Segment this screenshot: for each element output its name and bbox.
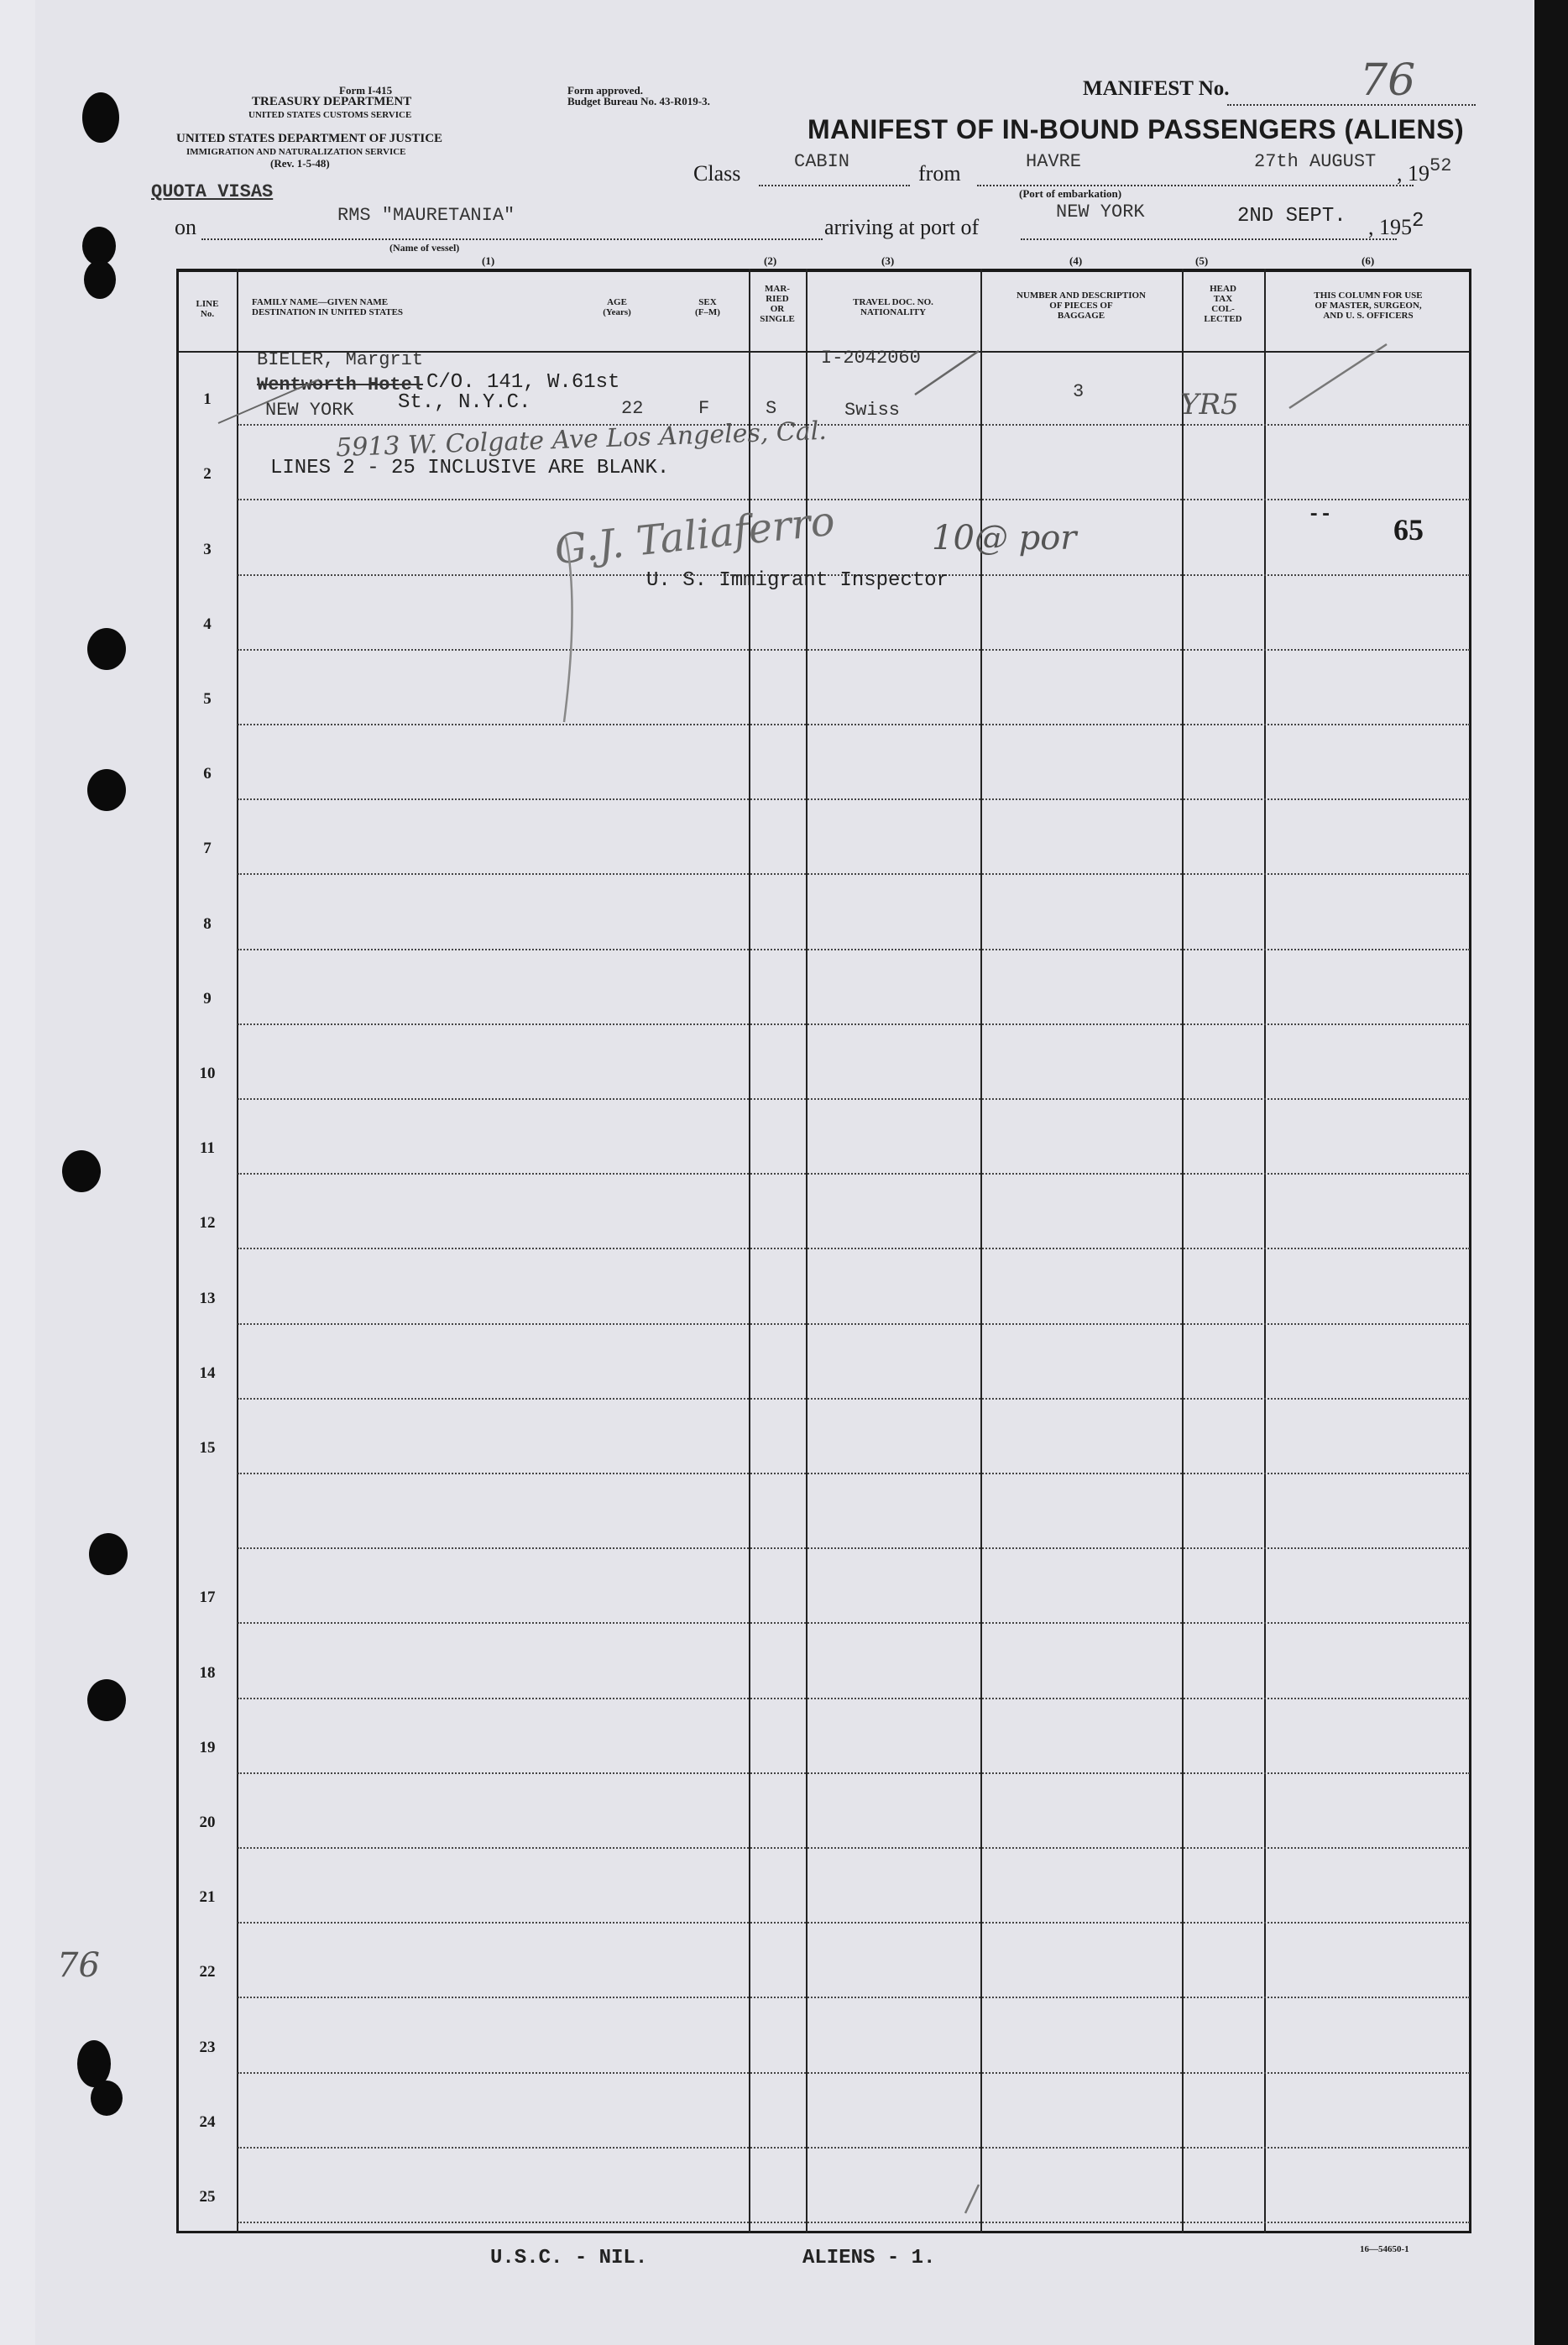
passenger-age: 22 <box>621 398 644 419</box>
line-number: 19 <box>199 1738 216 1756</box>
marital-status: S <box>766 398 777 419</box>
col-num-4: (4) <box>1069 254 1083 267</box>
line-number: 10 <box>199 1065 216 1082</box>
line-number: 25 <box>199 2188 216 2206</box>
line-number: 8 <box>203 914 212 933</box>
line-number: 1 <box>203 390 212 409</box>
officer-count: 65 <box>1393 513 1424 547</box>
vessel-caption: (Name of vessel) <box>389 242 460 254</box>
line-number: 18 <box>199 1663 216 1682</box>
arrival-date: 2ND SEPT. <box>1237 205 1346 228</box>
col-head-tax: HEAD TAX COL- LECTED <box>1204 284 1242 324</box>
manifest-number: 76 <box>1360 55 1416 106</box>
line-number: 7 <box>203 840 212 858</box>
line-number: 14 <box>199 1364 216 1382</box>
line-number: 13 <box>199 1289 216 1307</box>
depart-year-prefix: , 19 <box>1397 161 1429 186</box>
col-travel-doc: TRAVEL DOC. NO. NATIONALITY <box>853 297 933 317</box>
vessel-name: RMS "MAURETANIA" <box>337 205 515 226</box>
travel-doc-no: I-2042060 <box>821 348 921 369</box>
blank-lines-note: LINES 2 - 25 INCLUSIVE ARE BLANK. <box>270 457 670 479</box>
line-number: 3 <box>203 540 212 558</box>
depart-year: 52 <box>1429 155 1452 176</box>
officer-dash: -- <box>1308 504 1332 526</box>
form-title: MANIFEST OF IN-BOUND PASSENGERS (ALIENS) <box>808 114 1465 144</box>
baggage-count: 3 <box>1073 381 1085 402</box>
destination-city: NEW YORK <box>265 400 354 421</box>
arrival-port: NEW YORK <box>1056 202 1145 222</box>
col-sex: SEX (F–M) <box>695 297 720 317</box>
col-num-3: (3) <box>881 254 895 267</box>
inspector-title: U. S. Immigrant Inspector <box>646 569 949 592</box>
address-line-2: St., N.Y.C. <box>398 391 531 414</box>
handwritten-note: 10@ por <box>932 519 1077 557</box>
class-label: Class <box>693 161 741 186</box>
footer-aliens: ALIENS - 1. <box>802 2247 936 2269</box>
line-number: 12 <box>199 1214 216 1233</box>
line-number: 9 <box>203 989 212 1008</box>
col-name: FAMILY NAME—GIVEN NAME DESTINATION IN UNITED STATES <box>252 297 404 317</box>
class-value: CABIN <box>794 151 850 172</box>
line-number: 17 <box>199 1589 216 1607</box>
nationality: Swiss <box>844 400 901 421</box>
arrival-year: 2 <box>1412 210 1424 233</box>
col-line-no: LINE No. <box>196 299 219 319</box>
col-num-6: (6) <box>1362 254 1375 267</box>
line-number: 23 <box>199 2038 216 2056</box>
treasury-dept: TREASURY DEPARTMENT <box>252 95 412 108</box>
manifest-no-label: MANIFEST No. <box>1083 77 1230 100</box>
passenger-name: BIELER, Margrit <box>257 349 424 370</box>
handwritten-address: 5913 W. Colgate Ave Los Angeles, Cal. <box>335 416 828 463</box>
line-number: 4 <box>203 615 212 633</box>
footer-usc: U.S.C. - NIL. <box>490 2247 648 2269</box>
col-married: MAR- RIED OR SINGLE <box>760 284 795 324</box>
passenger-sex: F <box>698 398 710 419</box>
address-line-1: C/O. 141, W.61st <box>426 371 620 394</box>
line-number: 21 <box>199 1888 216 1907</box>
footer-code: 16—54650-1 <box>1360 2244 1409 2254</box>
head-tax-mark: YR5 <box>1180 388 1239 421</box>
col-num-1: (1) <box>482 254 495 267</box>
col-age: AGE (Years) <box>603 297 631 317</box>
form-number: Form I-415 <box>339 84 393 97</box>
line-number: 15 <box>199 1439 216 1457</box>
depart-date: 27th AUGUST <box>1254 151 1377 172</box>
line-number: 22 <box>199 1963 216 1981</box>
inspector-signature: G.J. Taliaferro <box>551 497 838 574</box>
from-label: from <box>918 161 961 186</box>
from-port: HAVRE <box>1026 151 1082 172</box>
line-number: 2 <box>203 465 212 484</box>
col-baggage: NUMBER AND DESCRIPTION OF PIECES OF BAGGAGE <box>1016 291 1147 321</box>
arrival-year-prefix: , 195 <box>1368 215 1412 239</box>
justice-dept: UNITED STATES DEPARTMENT OF JUSTICE <box>176 132 443 145</box>
margin-number: 76 <box>57 1946 100 1985</box>
revision-date: (Rev. 1-5-48) <box>270 157 330 170</box>
form-approved: Form approved. <box>567 84 644 97</box>
struck-hotel: Wentworth Hotel <box>257 374 424 395</box>
col-num-2: (2) <box>764 254 777 267</box>
line-number: 20 <box>199 1814 216 1831</box>
budget-bureau: Budget Bureau No. 43-R019-3. <box>567 95 710 107</box>
on-label: on <box>175 215 196 239</box>
ins-service: IMMIGRATION AND NATURALIZATION SERVICE <box>186 147 406 157</box>
port-embark-caption: (Port of embarkation) <box>1019 187 1122 200</box>
line-number: 11 <box>200 1139 215 1158</box>
col-officers: THIS COLUMN FOR USE OF MASTER, SURGEON, AND U. S. OFFICERS <box>1314 291 1423 321</box>
col-num-5: (5) <box>1195 254 1209 267</box>
line-number: 6 <box>203 765 212 783</box>
customs-service: UNITED STATES CUSTOMS SERVICE <box>248 110 412 120</box>
line-number: 5 <box>203 690 212 708</box>
line-number: 24 <box>199 2112 216 2131</box>
quota-visas: QUOTA VISAS <box>151 181 274 202</box>
arriving-label: arriving at port of <box>824 215 980 239</box>
